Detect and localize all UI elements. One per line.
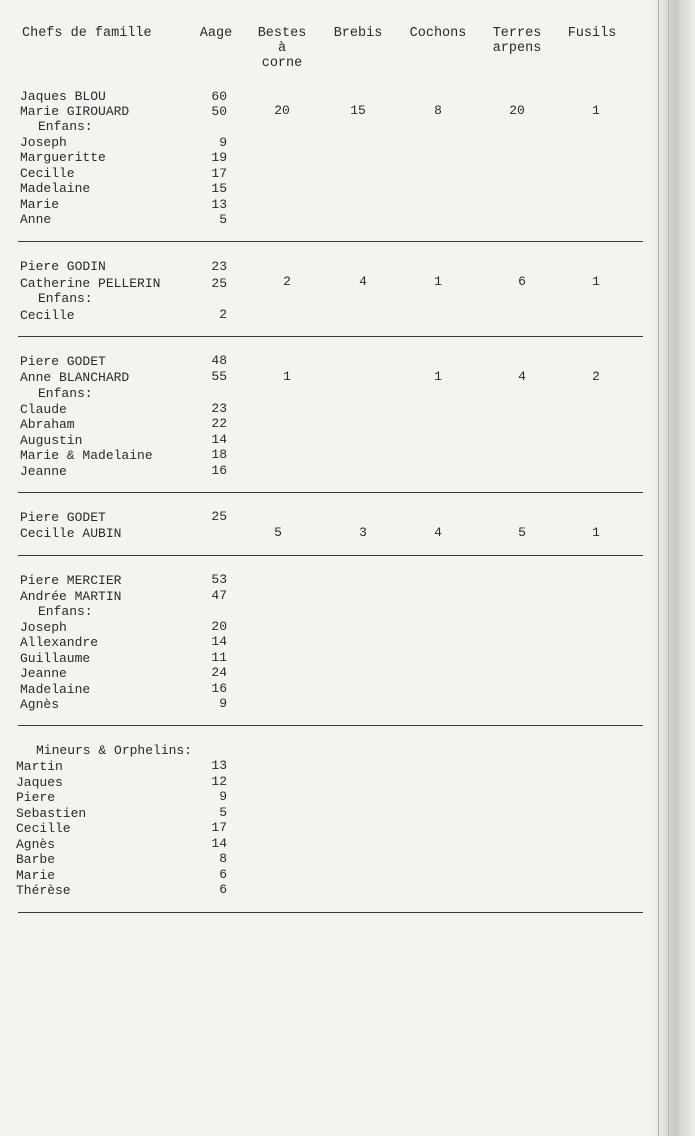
header-bestes-line: à bbox=[277, 41, 287, 56]
stat-bestes: 2 bbox=[283, 274, 291, 289]
family-head-age: 48 bbox=[211, 353, 227, 368]
child-age: 5 bbox=[219, 212, 227, 227]
enfans-label: Enfans: bbox=[38, 291, 93, 306]
family-head-age: 25 bbox=[211, 509, 227, 524]
enfans-label: Enfans: bbox=[38, 386, 93, 401]
family-head-age: 60 bbox=[211, 89, 227, 104]
enfans-label: Enfans: bbox=[38, 119, 93, 134]
minor-name: Barbe bbox=[16, 852, 56, 867]
minor-age: 17 bbox=[211, 820, 227, 835]
child-name: Anne bbox=[20, 212, 52, 227]
minor-age: 5 bbox=[219, 805, 227, 820]
child-name: Jeanne bbox=[20, 666, 67, 681]
header-terres-arpens bbox=[485, 26, 549, 56]
stat-cochons: 1 bbox=[434, 274, 442, 289]
minor-age: 14 bbox=[211, 836, 227, 851]
header-brebis: Brebis bbox=[333, 26, 383, 41]
stat-terres: 20 bbox=[509, 103, 525, 118]
stat-terres: 6 bbox=[518, 274, 526, 289]
stat-fusils: 1 bbox=[592, 103, 600, 118]
minor-age: 12 bbox=[211, 774, 227, 789]
child-age: 9 bbox=[219, 135, 227, 150]
family-head-age: 23 bbox=[211, 259, 227, 274]
child-name: Marie & Madelaine bbox=[20, 448, 153, 463]
child-age: 15 bbox=[211, 181, 227, 196]
stat-terres: 4 bbox=[518, 369, 526, 384]
family-head-age: 53 bbox=[211, 572, 227, 587]
family-head-age: 47 bbox=[211, 588, 227, 603]
stat-cochons: 4 bbox=[434, 525, 442, 540]
family-head-age: 25 bbox=[211, 276, 227, 291]
family-head-name: Piere GODET bbox=[20, 510, 106, 525]
family-divider bbox=[18, 336, 643, 337]
child-age: 14 bbox=[211, 634, 227, 649]
stat-bestes: 1 bbox=[283, 369, 291, 384]
child-name: Joseph bbox=[20, 135, 67, 150]
page-edge-line bbox=[668, 0, 669, 1136]
family-head-age: 50 bbox=[211, 104, 227, 119]
child-name: Joseph bbox=[20, 620, 67, 635]
family-head-name: Cecille AUBIN bbox=[20, 526, 122, 541]
header-bestes-a-corne bbox=[248, 26, 316, 71]
minor-age: 6 bbox=[219, 882, 227, 897]
stat-bestes: 5 bbox=[274, 525, 282, 540]
family-divider bbox=[18, 912, 643, 913]
minor-name: Sebastien bbox=[16, 806, 87, 821]
family-head-name: Anne BLANCHARD bbox=[20, 370, 130, 385]
family-head-name: Piere MERCIER bbox=[20, 573, 122, 588]
family-head-name: Marie GIROUARD bbox=[20, 104, 130, 119]
child-name: Jeanne bbox=[20, 464, 67, 479]
stat-cochons: 1 bbox=[434, 369, 442, 384]
family-head-name: Catherine PELLERIN bbox=[20, 276, 161, 291]
stat-cochons: 8 bbox=[434, 103, 442, 118]
minor-name: Cecille bbox=[16, 821, 71, 836]
child-age: 18 bbox=[211, 447, 227, 462]
minor-name: Thérèse bbox=[16, 883, 71, 898]
child-age: 16 bbox=[211, 681, 227, 696]
stat-bestes: 20 bbox=[274, 103, 290, 118]
stat-brebis: 15 bbox=[350, 103, 366, 118]
child-name: Abraham bbox=[20, 417, 75, 432]
child-age: 23 bbox=[211, 401, 227, 416]
enfans-label: Enfans: bbox=[38, 604, 93, 619]
child-age: 20 bbox=[211, 619, 227, 634]
child-age: 16 bbox=[211, 463, 227, 478]
header-terres-line: arpens bbox=[492, 41, 542, 56]
stat-terres: 5 bbox=[518, 525, 526, 540]
header-terres-line: Terres bbox=[492, 26, 542, 41]
family-head-name: Jaques BLOU bbox=[20, 89, 106, 104]
header-aage: Aage bbox=[199, 26, 233, 41]
child-age: 17 bbox=[211, 166, 227, 181]
family-divider bbox=[18, 555, 643, 556]
minors-label: Mineurs & Orphelins: bbox=[36, 743, 193, 758]
minor-name: Agnès bbox=[16, 837, 56, 852]
child-name: Guillaume bbox=[20, 651, 91, 666]
child-age: 24 bbox=[211, 665, 227, 680]
child-age: 2 bbox=[219, 307, 227, 322]
stat-fusils: 1 bbox=[592, 274, 600, 289]
minor-name: Jaques bbox=[16, 775, 63, 790]
stat-brebis: 4 bbox=[359, 274, 367, 289]
minor-name: Marie bbox=[16, 868, 56, 883]
child-name: Madelaine bbox=[20, 181, 91, 196]
minor-age: 6 bbox=[219, 867, 227, 882]
stat-fusils: 1 bbox=[592, 525, 600, 540]
child-age: 13 bbox=[211, 197, 227, 212]
stat-brebis: 3 bbox=[359, 525, 367, 540]
minor-name: Piere bbox=[16, 790, 56, 805]
minor-age: 13 bbox=[211, 758, 227, 773]
child-age: 9 bbox=[219, 696, 227, 711]
header-bestes-line: corne bbox=[261, 56, 303, 71]
child-name: Marie bbox=[20, 197, 60, 212]
child-name: Claude bbox=[20, 402, 67, 417]
header-bestes-line: Bestes bbox=[257, 26, 307, 41]
family-head-age: 55 bbox=[211, 369, 227, 384]
child-name: Augustin bbox=[20, 433, 83, 448]
family-head-name: Andrée MARTIN bbox=[20, 589, 122, 604]
stat-fusils: 2 bbox=[592, 369, 600, 384]
child-name: Margueritte bbox=[20, 150, 106, 165]
minor-age: 9 bbox=[219, 789, 227, 804]
family-divider bbox=[18, 492, 643, 493]
child-age: 19 bbox=[211, 150, 227, 165]
child-age: 22 bbox=[211, 416, 227, 431]
header-chefs-de-famille: Chefs de famille bbox=[22, 26, 152, 41]
page-edge-line bbox=[658, 0, 659, 1136]
family-head-name: Piere GODIN bbox=[20, 259, 106, 274]
header-fusils: Fusils bbox=[567, 26, 617, 41]
child-name: Madelaine bbox=[20, 682, 91, 697]
child-name: Cecille bbox=[20, 166, 75, 181]
family-divider bbox=[18, 725, 643, 726]
child-age: 14 bbox=[211, 432, 227, 447]
family-divider bbox=[18, 241, 643, 242]
family-head-name: Piere GODET bbox=[20, 354, 106, 369]
child-name: Allexandre bbox=[20, 635, 99, 650]
child-name: Cecille bbox=[20, 308, 75, 323]
child-age: 11 bbox=[211, 650, 227, 665]
child-name: Agnès bbox=[20, 697, 60, 712]
minor-age: 8 bbox=[219, 851, 227, 866]
header-cochons: Cochons bbox=[409, 26, 467, 41]
minor-name: Martin bbox=[16, 759, 63, 774]
